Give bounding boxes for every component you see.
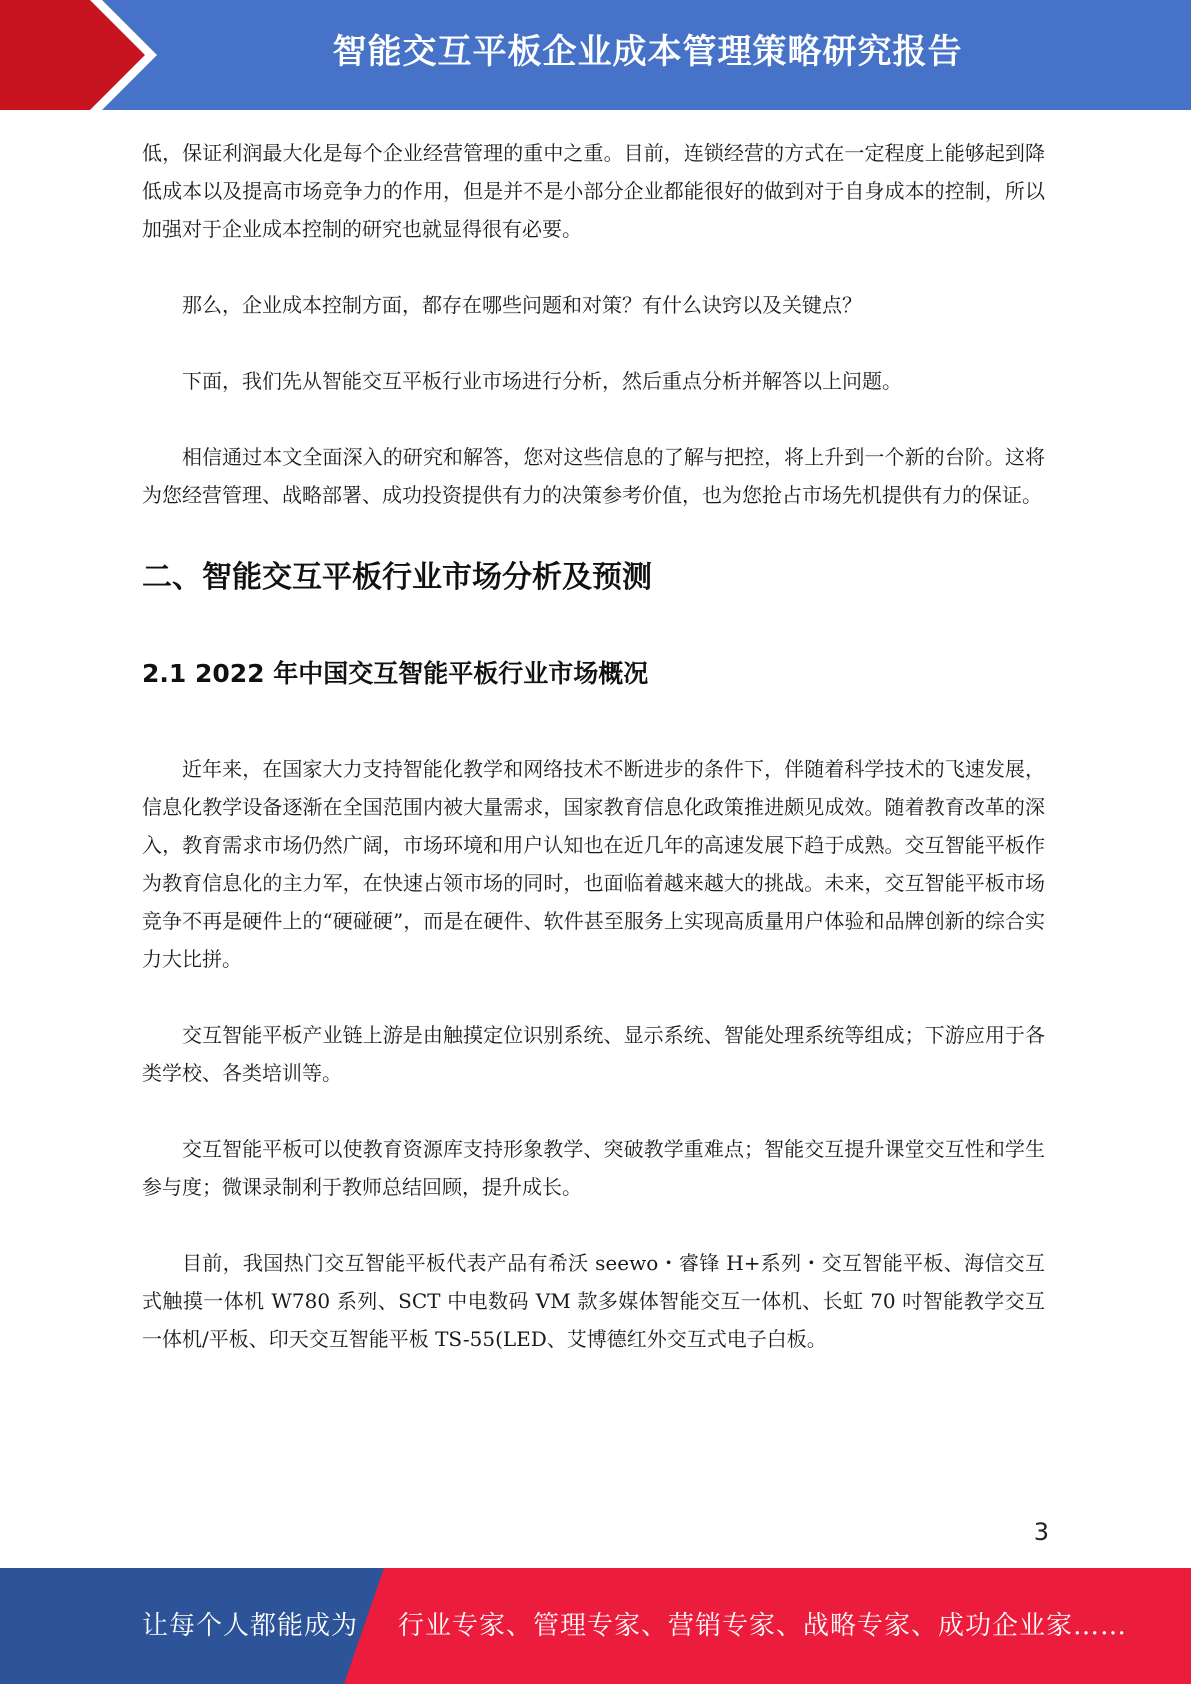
footer-banner [0, 1568, 1191, 1684]
section-heading: 二、智能交互平板行业市场分析及预测 [142, 560, 652, 595]
header-arrow-decoration [0, 0, 160, 110]
paragraph-section-1: 近年来，在国家大力支持智能化教学和网络技术不断进步的条件下，伴随着科学技术的飞速发展，信息化教学设备逐渐在全国范围内被大量需求，国家教育信息化政策推进颇见成效。随着教育改革的深入，教育需求市场仍然广阔，市场环境和用户认知也在近几年的高速发展下趋于成熟。交互智能平板作为教育信息化的主力军，在快速占领市场的同时，也面临着越来越大的挑战。未来，交互智能平板市场竞争不再是硬件上的“硬碰硬”，而是在硬件、软件甚至服务上实现高质量用户体验和品牌创新的综合实力大比拼。 [142, 757, 1045, 971]
footer-slogan-left: 让每个人都能成为 [142, 1611, 359, 1641]
report-title: 智能交互平板企业成本管理策略研究报告 [332, 32, 963, 72]
page-content [142, 134, 1045, 1396]
paragraph-section-2: 交互智能平板产业链上游是由触摸定位识别系统、显示系统、智能处理系统等组成；下游应用于各类学校、各类培训等。 [142, 1023, 1045, 1085]
paragraph-intro-4: 相信通过本文全面深入的研究和解答，您对这些信息的了解与把控，将上升到一个新的台阶。这将为您经营管理、战略部署、成功投资提供有力的决策参考价值，也为您抢占市场先机提供有力的保证。 [142, 445, 1045, 507]
footer-slogan-right: 行业专家、管理专家、营销专家、战略专家、成功企业家…… [398, 1611, 1128, 1641]
paragraph-intro-2: 那么，企业成本控制方面，都存在哪些问题和对策？有什么诀窍以及关键点？ [182, 293, 862, 317]
paragraph-section-4: 目前，我国热门交互智能平板代表产品有希沃 seewo・睿锋 H+系列・交互智能平板、海信交互式触摸一体机 W780 系列、SCT 中电数码 VM 款多媒体智能交互一体机、长虹 70 吋智能教学交互一体机/平板、印天交互智能平板 TS-55(LED、艾博德红外交互式电子白板。 [142, 1251, 1045, 1351]
paragraph-intro-3: 下面，我们先从智能交互平板行业市场进行分析，然后重点分析并解答以上问题。 [182, 369, 902, 393]
subsection-heading: 2.1 2022 年中国交互智能平板行业市场概况 [142, 659, 649, 688]
paragraph-intro-1: 低，保证利润最大化是每个企业经营管理的重中之重。目前，连锁经营的方式在一定程度上能够起到降低成本以及提高市场竞争力的作用，但是并不是小部分企业都能很好的做到对于自身成本的控制，所以加强对于企业成本控制的研究也就显得很有必要。 [142, 141, 1045, 241]
header-banner [0, 0, 1191, 110]
page-number: 3 [1033, 1518, 1049, 1546]
paragraph-section-3: 交互智能平板可以使教育资源库支持形象教学、突破教学重难点；智能交互提升课堂交互性和学生参与度；微课录制利于教师总结回顾，提升成长。 [142, 1137, 1045, 1199]
